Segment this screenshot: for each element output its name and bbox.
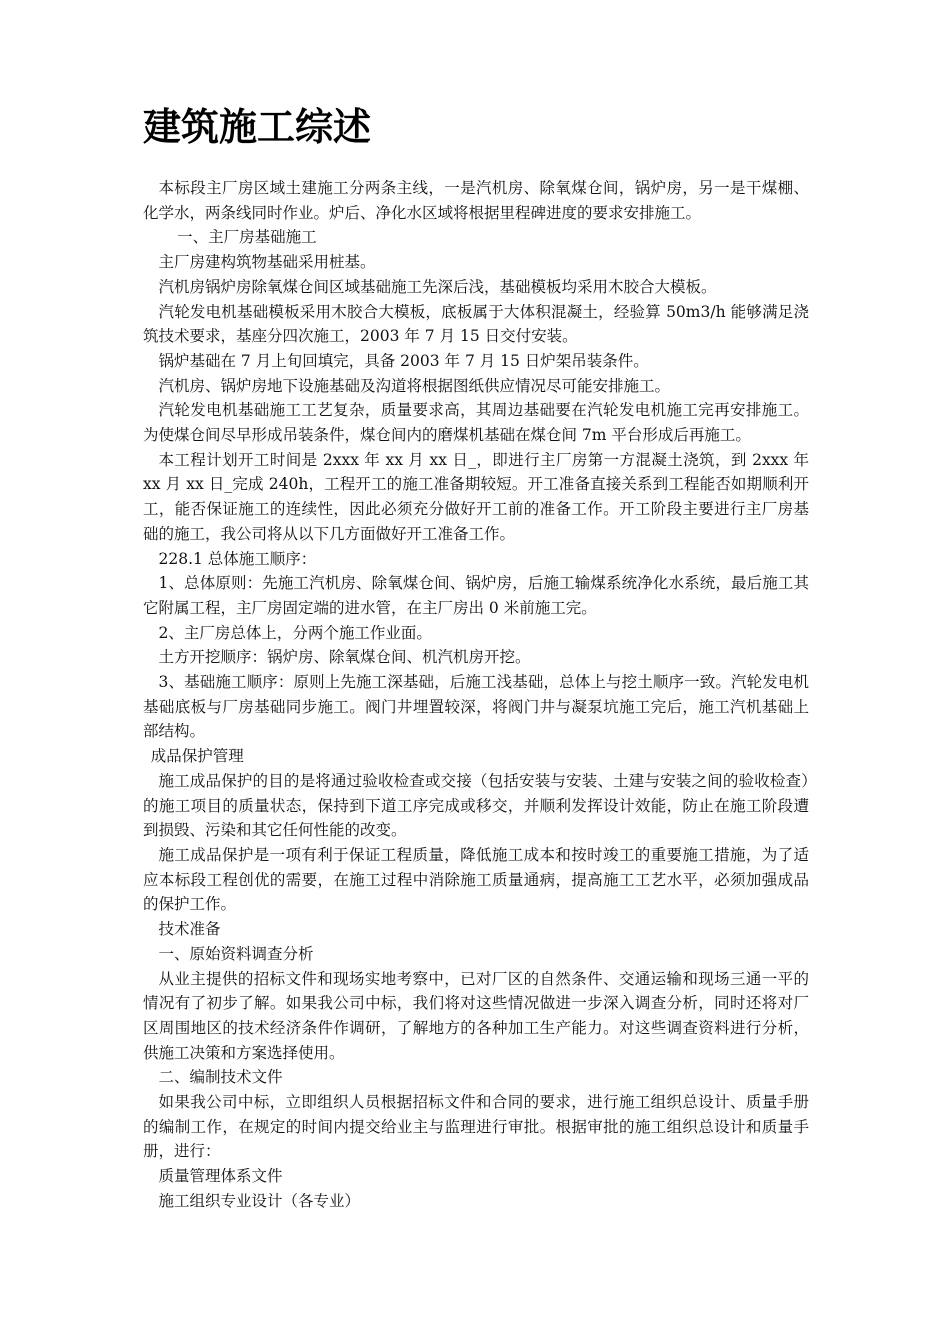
paragraph: 主厂房建构筑物基础采用桩基。 — [158, 253, 376, 272]
paragraph: 汽轮发电机基础施工工艺复杂，质量要求高，其周边基础要在汽轮发电机施工完再安排施工。为使煤仓间尽早形成吊装条件，煤仓间内的磨煤机基础在煤仓间 7m 平台形成后再施工。 — [143, 401, 809, 445]
document-title: 建筑施工综述 — [143, 104, 372, 149]
paragraph: 从业主提供的招标文件和现场实地考察中，已对厂区的自然条件、交通运输和现场三通一平的情况有了初步了解。如果我公司中标，我们将对这些情况做进一步深入调查分析，同时还将对厂区周围地区的技术经济条件作调研，了解地方的各种加工生产能力。对这些调查资料进行分析，供施工决策和方案选择使用。 — [143, 969, 809, 1062]
paragraph: 施工成品保护的目的是将通过验收检查或交接（包括安装与安装、土建与安装之间的验收检查）的施工项目的质量状态，保持到下道工序完成或移交，并顺利发挥设计效能，防止在施工阶段遭到损毁、污染和其它任何性能的改变。 — [143, 771, 809, 840]
list-item: 质量管理体系文件 — [158, 1167, 283, 1186]
paragraph: 施工成品保护是一项有利于保证工程质量，降低施工成本和按时竣工的重要施工措施，为了适应本标段工程创优的需要，在施工过程中消除施工质量通病，提高施工工艺水平，必须加强成品的保护工作。 — [143, 845, 809, 914]
paragraph: 228.1 总体施工顺序： — [158, 549, 317, 568]
section-heading-protection: 成品保护管理 — [150, 747, 244, 766]
paragraph: 3、基础施工顺序：原则上先施工深基础，后施工浅基础，总体上与挖土顺序一致。汽轮发电机基础底板与厂房基础同步施工。阀门井埋置较深，将阀门井与凝泵坑施工完后，施工汽机基础上部结构。 — [143, 673, 809, 741]
list-item: 施工组织专业设计（各专业） — [158, 1191, 361, 1210]
paragraph: 1、总体原则：先施工汽机房、除氧煤仓间、锅炉房，后施工输煤系统净化水系统，最后施工其它附属工程，主厂房固定端的进水管，在主厂房出 0 米前施工完。 — [143, 574, 809, 617]
paragraph: 土方开挖顺序：锅炉房、除氧煤仓间、机汽机房开挖。 — [158, 648, 531, 667]
paragraph: 汽机房、锅炉房地下设施基础及沟道将根据图纸供应情况尽可能安排施工。 — [158, 376, 671, 395]
document-body — [143, 176, 809, 1214]
paragraph: 2、主厂房总体上，分两个施工作业面。 — [158, 623, 432, 642]
paragraph: 如果我公司中标，立即组织人员根据招标文件和合同的要求，进行施工组织总设计、质量手册的编制工作，在规定的时间内提交给业主与监理进行审批。根据审批的施工组织总设计和质量手册，进行： — [143, 1093, 809, 1161]
paragraph: 汽机房锅炉房除氧煤仓间区域基础施工先深后浅，基础模板均采用木胶合大模板。 — [158, 277, 717, 296]
section-heading-foundation: 一、主厂房基础施工 — [177, 228, 317, 247]
section-heading-tech-docs: 二、编制技术文件 — [158, 1068, 283, 1087]
paragraph: 锅炉基础在 7 月上旬回填完，具备 2003 年 7 月 15 日炉架吊装条件。 — [158, 351, 649, 370]
section-heading-survey: 一、原始资料调查分析 — [158, 944, 314, 963]
paragraph-intro: 本标段主厂房区域土建施工分两条主线，一是汽机房、除氧煤仓间，锅炉房，另一是干煤棚、化学水，两条线同时作业。炉后、净化水区域将根据里程碑进度的要求安排施工。 — [143, 179, 809, 222]
section-heading-tech-prep: 技术准备 — [158, 920, 221, 939]
paragraph: 汽轮发电机基础模板采用木胶合大模板，底板属于大体积混凝土，经验算 50m3/h 能够满足浇筑技术要求，基座分四次施工，2003 年 7 月 15 日交付安装。 — [143, 302, 809, 346]
paragraph: 本工程计划开工时间是 2xxx 年 xx 月 xx 日_，即进行主厂房第一方混凝土浇筑，到 2xxx 年 xx 月 xx 日_完成 240h，工程开工的施工准备期较短。开工准备直接关系到工程能否如期顺利开工，能否保证施工的连续性，因此必须充分做好开工前的准备工作。开工阶段主要进行主厂房基础的施工，我公司将从以下几方面做好开工准备工作。 — [143, 450, 809, 543]
